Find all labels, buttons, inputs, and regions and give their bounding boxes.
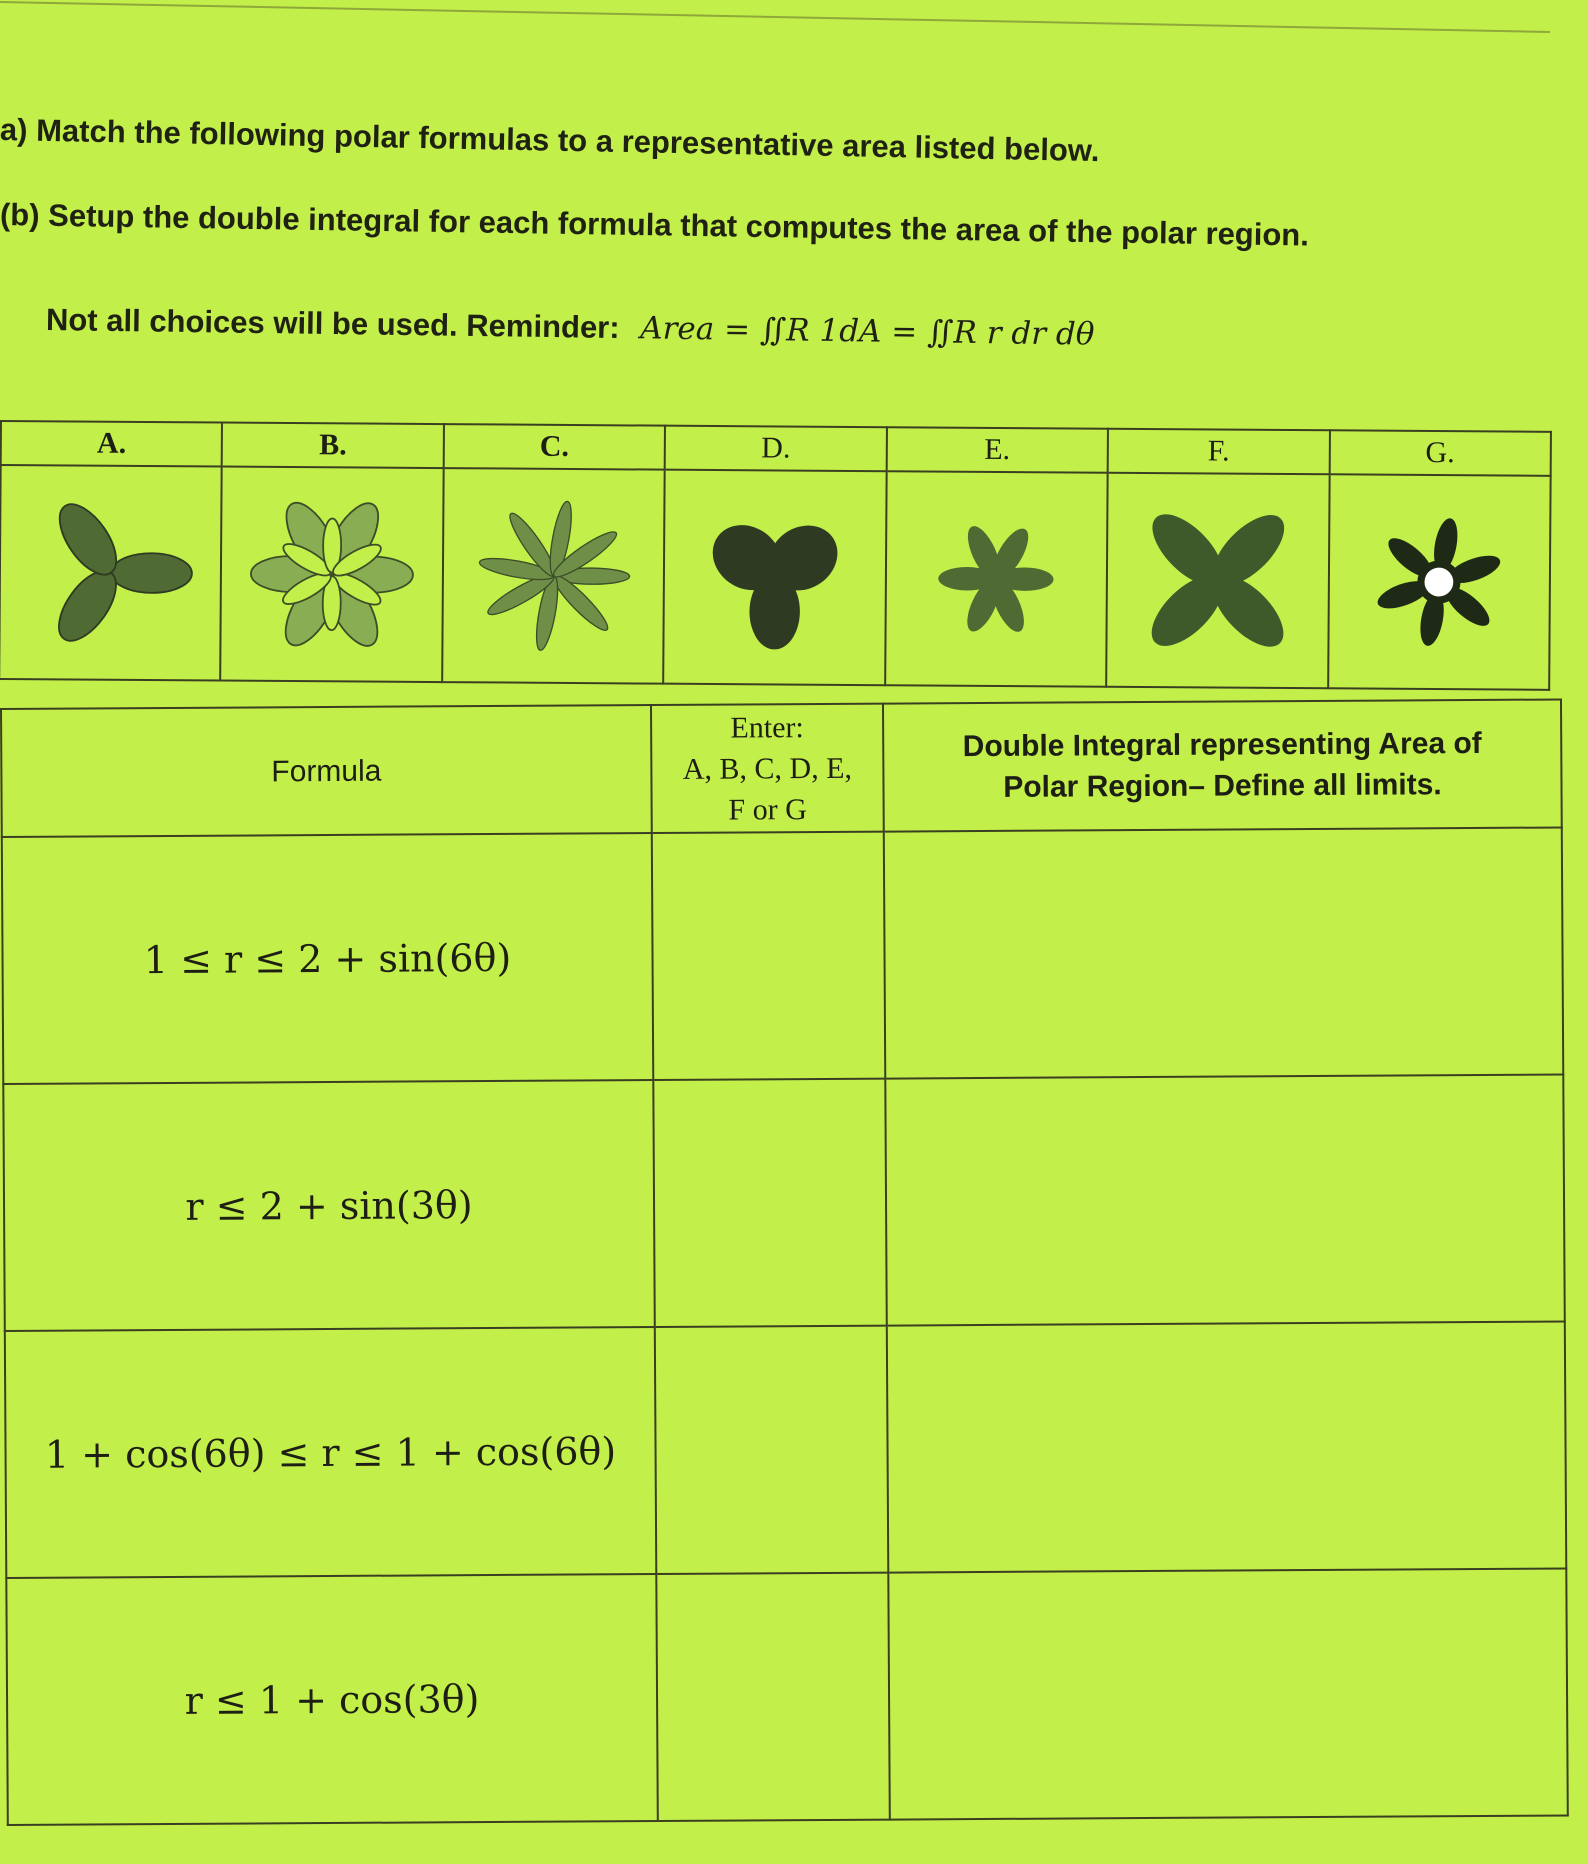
paper-top-edge bbox=[0, 0, 1588, 60]
table-row bbox=[5, 1321, 1566, 1578]
instruction-part-a: a) Match the following polar formulas to a representative area listed below. bbox=[0, 112, 1100, 169]
choice-answer-cell[interactable] bbox=[655, 1326, 889, 1574]
integral-answer-cell[interactable] bbox=[885, 1074, 1564, 1325]
header-enter-line1: Enter: bbox=[730, 710, 804, 745]
choice-label-e: E. bbox=[886, 427, 1108, 473]
four-petal-rose-icon bbox=[1127, 485, 1308, 676]
choices-picture-row bbox=[0, 465, 1551, 689]
choice-label-d: D. bbox=[665, 426, 887, 472]
choice-cell-f bbox=[1106, 473, 1329, 688]
choice-cell-a bbox=[0, 465, 222, 680]
answers-table bbox=[0, 698, 1569, 1826]
integral-answer-cell[interactable] bbox=[884, 827, 1563, 1078]
choice-label-c: C. bbox=[444, 424, 666, 470]
header-enter-line3: F or G bbox=[728, 792, 807, 827]
six-petal-ring-rose-icon bbox=[1349, 487, 1530, 678]
formula-cell: r ≤ 2 + sin(3θ) bbox=[3, 1080, 654, 1331]
choice-label-b: B. bbox=[222, 423, 444, 469]
formula-cell: 1 + cos(6θ) ≤ r ≤ 1 + cos(6θ) bbox=[5, 1327, 656, 1578]
choice-cell-c bbox=[442, 468, 665, 683]
six-petal-rose-icon bbox=[906, 484, 1087, 675]
choice-cell-b bbox=[221, 467, 444, 682]
choice-cell-e bbox=[885, 472, 1108, 687]
choice-label-f: F. bbox=[1108, 429, 1330, 475]
choices-table bbox=[0, 420, 1552, 691]
table-row bbox=[2, 827, 1563, 1084]
header-double-line1: Double Integral representing Area of bbox=[962, 726, 1482, 764]
header-formula: Formula bbox=[1, 705, 652, 837]
layered-six-petal-rose-icon bbox=[241, 479, 422, 670]
three-lobe-rose-icon bbox=[684, 482, 865, 673]
instruction-note bbox=[46, 302, 1095, 353]
formula-cell: 1 ≤ r ≤ 2 + sin(6θ) bbox=[2, 833, 653, 1084]
header-double-line2: Polar Region– Define all limits. bbox=[1003, 768, 1442, 804]
integral-answer-cell[interactable] bbox=[887, 1321, 1566, 1572]
header-enter-line2: A, B, C, D, E, bbox=[682, 751, 853, 786]
choice-answer-cell[interactable] bbox=[656, 1573, 890, 1821]
instruction-part-b: (b) Setup the double integral for each formula that computes the area of the polar region. bbox=[0, 197, 1310, 253]
answers-header-row bbox=[1, 699, 1562, 837]
three-petal-rose-icon bbox=[20, 477, 201, 668]
choice-label-g: G. bbox=[1329, 430, 1551, 476]
formula-cell: r ≤ 1 + cos(3θ) bbox=[6, 1574, 657, 1825]
table-row bbox=[6, 1568, 1567, 1825]
choice-label-a: A. bbox=[1, 421, 223, 467]
note-text: Not all choices will be used. Reminder: bbox=[45, 302, 620, 346]
choice-answer-cell[interactable] bbox=[652, 832, 886, 1080]
header-enter bbox=[651, 704, 884, 833]
table-row bbox=[3, 1074, 1564, 1331]
header-double-integral bbox=[883, 699, 1562, 831]
reminder-formula: Area = ∬R 1dA = ∬R r dr dθ bbox=[639, 310, 1095, 353]
choice-answer-cell[interactable] bbox=[653, 1079, 887, 1327]
choice-cell-g bbox=[1328, 475, 1551, 690]
choice-cell-d bbox=[663, 470, 886, 685]
integral-answer-cell[interactable] bbox=[888, 1568, 1567, 1819]
twelve-petal-rose-icon bbox=[463, 480, 644, 671]
